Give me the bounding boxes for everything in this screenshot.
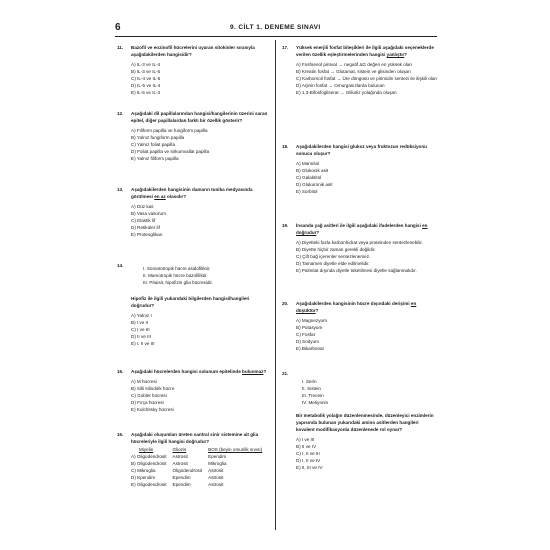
table-row[interactable]	[131, 474, 268, 481]
question-20	[282, 300, 438, 352]
question-number: 15.	[117, 369, 124, 374]
table-cell: Ependim	[172, 475, 191, 480]
option-list	[131, 312, 269, 347]
option-e[interactable]: E) Yalnız filiform papilla	[131, 156, 179, 161]
stem-emphasis: en az	[154, 194, 166, 199]
stem-text-end: ?	[315, 308, 319, 313]
stem-emphasis: bulunmaz	[242, 369, 264, 374]
option-d[interactable]: D) Sodyum	[296, 339, 319, 344]
option-b[interactable]: B) I ve II	[131, 320, 149, 325]
question-18	[282, 143, 438, 195]
option-a[interactable]: A) IL-3 ve IL-4	[131, 62, 161, 67]
question-number: 11.	[117, 45, 124, 50]
page-title: 9. CİLT 1. DENEME SINAVI	[230, 24, 321, 31]
option-c[interactable]: C) Goblet hücresi	[131, 393, 167, 398]
option-list	[296, 317, 438, 352]
option-b[interactable]: B) Vasa vasorum	[131, 211, 166, 216]
question-number: 16.	[117, 432, 124, 437]
option-list	[296, 239, 438, 274]
question-stem: Bir metabolik yolağın düzenlenmesinde, düzenleyici enzimlerin yapısında bulunan yukarıdaki amino asitlerden hangileri kovalent modifikasyonla düzenlenede rol oynar?	[296, 413, 434, 432]
question-number: 18.	[282, 144, 289, 149]
question-number: 19.	[282, 223, 289, 228]
option-c[interactable]: C) Çift bağ içerenler sentezlenemez.	[296, 254, 371, 259]
header-rule	[115, 36, 437, 37]
statement-list	[143, 265, 269, 286]
table-cell: Astrosit	[172, 454, 188, 459]
table-cell: D) Ependim	[131, 475, 156, 480]
option-d[interactable]: D) Foliat papilla ve sirkumvallat papilla	[131, 149, 210, 154]
option-e[interactable]: E) I, II ve III	[131, 341, 155, 346]
option-a[interactable]: A) Düz kas	[131, 204, 154, 209]
option-a[interactable]: A) I ve III	[296, 437, 315, 442]
question-stem	[296, 300, 438, 314]
option-d[interactable]: D) I, II ve IV	[296, 458, 321, 463]
question-number: 20.	[282, 301, 289, 306]
option-a[interactable]: A) M hücresi	[131, 379, 157, 384]
option-b[interactable]: B) Yalnız fungiform papilla	[131, 135, 185, 140]
option-d[interactable]: D) Retiküler lif	[131, 225, 160, 230]
option-a[interactable]: A) Filiform papilla ve fungiform papilla	[131, 128, 208, 133]
option-a[interactable]: A) Mannitol	[296, 161, 320, 166]
column-divider	[275, 40, 276, 530]
option-d[interactable]: D) Glukuronik asit	[296, 182, 333, 187]
option-b[interactable]: B) Potasyum	[296, 325, 323, 330]
option-list	[131, 203, 269, 238]
option-d[interactable]: D) Tamamen diyetle elde edilmelidir.	[296, 261, 370, 266]
stem-emphasis: en doğrudur	[296, 223, 428, 235]
table-row[interactable]	[131, 460, 268, 467]
statement-3: III. Treonin	[302, 393, 324, 398]
page-number: 6	[115, 22, 121, 33]
option-c[interactable]: C) I ve III	[131, 327, 150, 332]
option-a[interactable]: A) Yalnız I	[131, 313, 152, 318]
question-stem	[131, 186, 269, 200]
question-number: 14.	[117, 263, 124, 268]
option-d[interactable]: D) Arjinin fosfat → Omurgasızlarda bulunan	[296, 83, 385, 88]
question-number: 13.	[117, 187, 124, 192]
question-number: 17.	[282, 45, 289, 50]
question-14	[117, 262, 269, 347]
option-c[interactable]: C) I, II ve III	[296, 451, 320, 456]
table-cell: Astrosit	[172, 461, 188, 466]
column-header: Miyelin	[139, 447, 154, 452]
stem-text: Yüksek enerjili fosfat bileşikleri ile ilgili aşağıdaki seçeneklerde verilen özellik eşleştirmelerinden hangisi	[296, 45, 434, 57]
statement-list	[302, 378, 438, 406]
option-e[interactable]: E) Kulchitsky hücresi	[131, 407, 174, 412]
table-cell: A) Oligodendrosit	[131, 454, 167, 459]
question-stem: Aşağıdaki oluşumları üreten santral sinir sistemine ait glia hücreleriyle ilgili hangisi doğrudur?	[131, 432, 259, 444]
option-d[interactable]: D) Fırça hücresi	[131, 400, 164, 405]
table-cell: Oligodendrosit	[172, 468, 203, 473]
option-b[interactable]: B) Diyette hiçbir zaman gerekli değildir.	[296, 247, 376, 252]
table-row[interactable]	[131, 453, 268, 460]
option-list	[131, 378, 269, 413]
statement-1: I. Somatotropik hücre asidofiliktir.	[143, 266, 211, 271]
option-c[interactable]: C) IL-4 ve IL-5	[131, 76, 161, 81]
question-stem: Hipofiz ile ilgili yukarıdaki bilgilerden hangisi/hangileri doğrudur?	[131, 296, 250, 308]
option-a[interactable]: A) Magnezyum	[296, 318, 327, 323]
option-e[interactable]: E) Proteoglikan	[131, 232, 163, 237]
option-c[interactable]: C) Yalnız foliat papilla	[131, 142, 176, 147]
table-row[interactable]	[131, 467, 268, 474]
option-a[interactable]: A) Diyetteki fazla karbonhidrat veya proteinden sentezlenebilir.	[296, 240, 423, 245]
column-header: BOS (beyin omurilik sıvısı)	[208, 447, 263, 452]
question-stem	[296, 222, 438, 236]
table-cell: Ependim	[208, 454, 227, 459]
statement-1: I. Serin	[302, 379, 317, 384]
option-b[interactable]: B) Kreatin fosfat → Glutamat, sistein ve glisinden oluşan	[296, 69, 411, 74]
option-a[interactable]: A) Fosfoenol pirüvat → negatif ΔG değeri en yüksek olan	[296, 62, 412, 67]
question-stem: Aşağıdaki dil papillalarından hangisi/hangilerinin üzerini saran epitel, diğer papillalardan farklı bir özellik gösterir?	[131, 111, 268, 123]
option-e[interactable]: E) Sorbitol	[296, 189, 318, 194]
stem-text-end: ?	[263, 369, 267, 374]
question-15	[117, 368, 269, 413]
option-b[interactable]: B) Glukonik asit	[296, 168, 329, 173]
table-cell: Ependim	[172, 482, 191, 487]
question-stem	[131, 368, 269, 375]
table-cell: B) Oligodendrosit	[131, 461, 167, 466]
option-e[interactable]: E) Palmitat dışında diyetle tüketilmesi diyetle sağlanmalıdır.	[296, 268, 417, 273]
table-row[interactable]	[131, 481, 268, 488]
option-c[interactable]: C) Fosfat	[296, 332, 315, 337]
option-c[interactable]: C) Karbomoil fosfat → Üre döngüsü ve pirimidin sentezi ile ilişkili olan	[296, 76, 437, 81]
question-stem: Bazofil ve eozinofil hücrelerini uyaran sitokinler sırasıyla aşağıdakilerden hangisidir?	[131, 45, 255, 57]
stem-text: İnsanda yağ asitleri ile ilgili aşağıdaki ifadelerden hangisi	[296, 223, 423, 228]
question-12	[117, 110, 269, 162]
options-table	[131, 447, 268, 488]
stem-emphasis: en düşüktür	[296, 301, 417, 313]
option-b[interactable]: B) II ve IV	[296, 444, 317, 449]
table-cell: Astrosit	[208, 468, 224, 473]
option-list	[296, 61, 438, 96]
table-cell: E) Oligodendrosit	[131, 482, 167, 487]
option-list	[131, 127, 269, 162]
stem-text: Aşağıdaki hücrelerden hangisi solunum epitelinde	[131, 369, 243, 374]
option-c[interactable]: C) Elastik lif	[131, 218, 156, 223]
stem-text: Aşağıdakilerden hangisinin damarın tunika medyasında görülmesi	[131, 187, 253, 199]
question-16	[117, 431, 269, 488]
question-11	[117, 44, 269, 96]
question-number: 12.	[117, 111, 124, 116]
stem-text-end: olasıdır?	[165, 194, 187, 199]
column-header: Gliozis	[172, 447, 187, 452]
stem-emphasis: yanlıştır	[386, 52, 405, 57]
option-list	[131, 61, 269, 96]
question-17	[282, 44, 438, 96]
option-e[interactable]: E) II, III ve IV	[296, 465, 323, 470]
option-e[interactable]: E) Bikarbonat	[296, 346, 324, 351]
question-13	[117, 186, 269, 238]
option-d[interactable]: D) IL-5 ve IL-4	[131, 83, 161, 88]
stem-text: Aşağıdakilerden hangisinin hücre dışındaki derişimi	[296, 301, 411, 306]
option-b[interactable]: B) IL-3 ve IL-5	[131, 69, 161, 74]
table-cell: Mikroglia	[208, 461, 227, 466]
statement-4: IV. Metiyonin	[302, 400, 329, 405]
table-cell: C) Mikroglia	[131, 468, 156, 473]
statement-2: II. Mamotropik hücre bazofiliktir.	[143, 273, 208, 278]
stem-text-end: ?	[316, 230, 320, 235]
option-c[interactable]: C) Galaktitol	[296, 175, 322, 180]
question-stem	[296, 44, 438, 58]
option-e[interactable]: E) IL-5 ve IL-3	[131, 90, 161, 95]
statement-2: II. Sistein	[302, 386, 321, 391]
option-e[interactable]: E) 1,3-Bifosfogliserat → Glikoliz yolağında oluşan	[296, 90, 397, 95]
option-d[interactable]: D) II ve III	[131, 334, 151, 339]
table-cell: Astrosit	[208, 482, 224, 487]
question-21	[282, 370, 438, 471]
option-b[interactable]: B) Silli silindirik hücre	[131, 386, 175, 391]
question-stem: Aşağıdakilerden hangisi glukoz veya fruktozun redüksiyonu sonucu oluşur?	[296, 144, 427, 156]
question-19	[282, 222, 438, 274]
table-cell: Astrosit	[208, 475, 224, 480]
stem-text-end: ?	[404, 52, 408, 57]
option-list	[296, 160, 438, 195]
option-list	[296, 436, 438, 471]
question-number: 21.	[282, 371, 289, 376]
statement-3: III. Pituisit, hipofizin glia hücresidir.	[143, 280, 213, 285]
